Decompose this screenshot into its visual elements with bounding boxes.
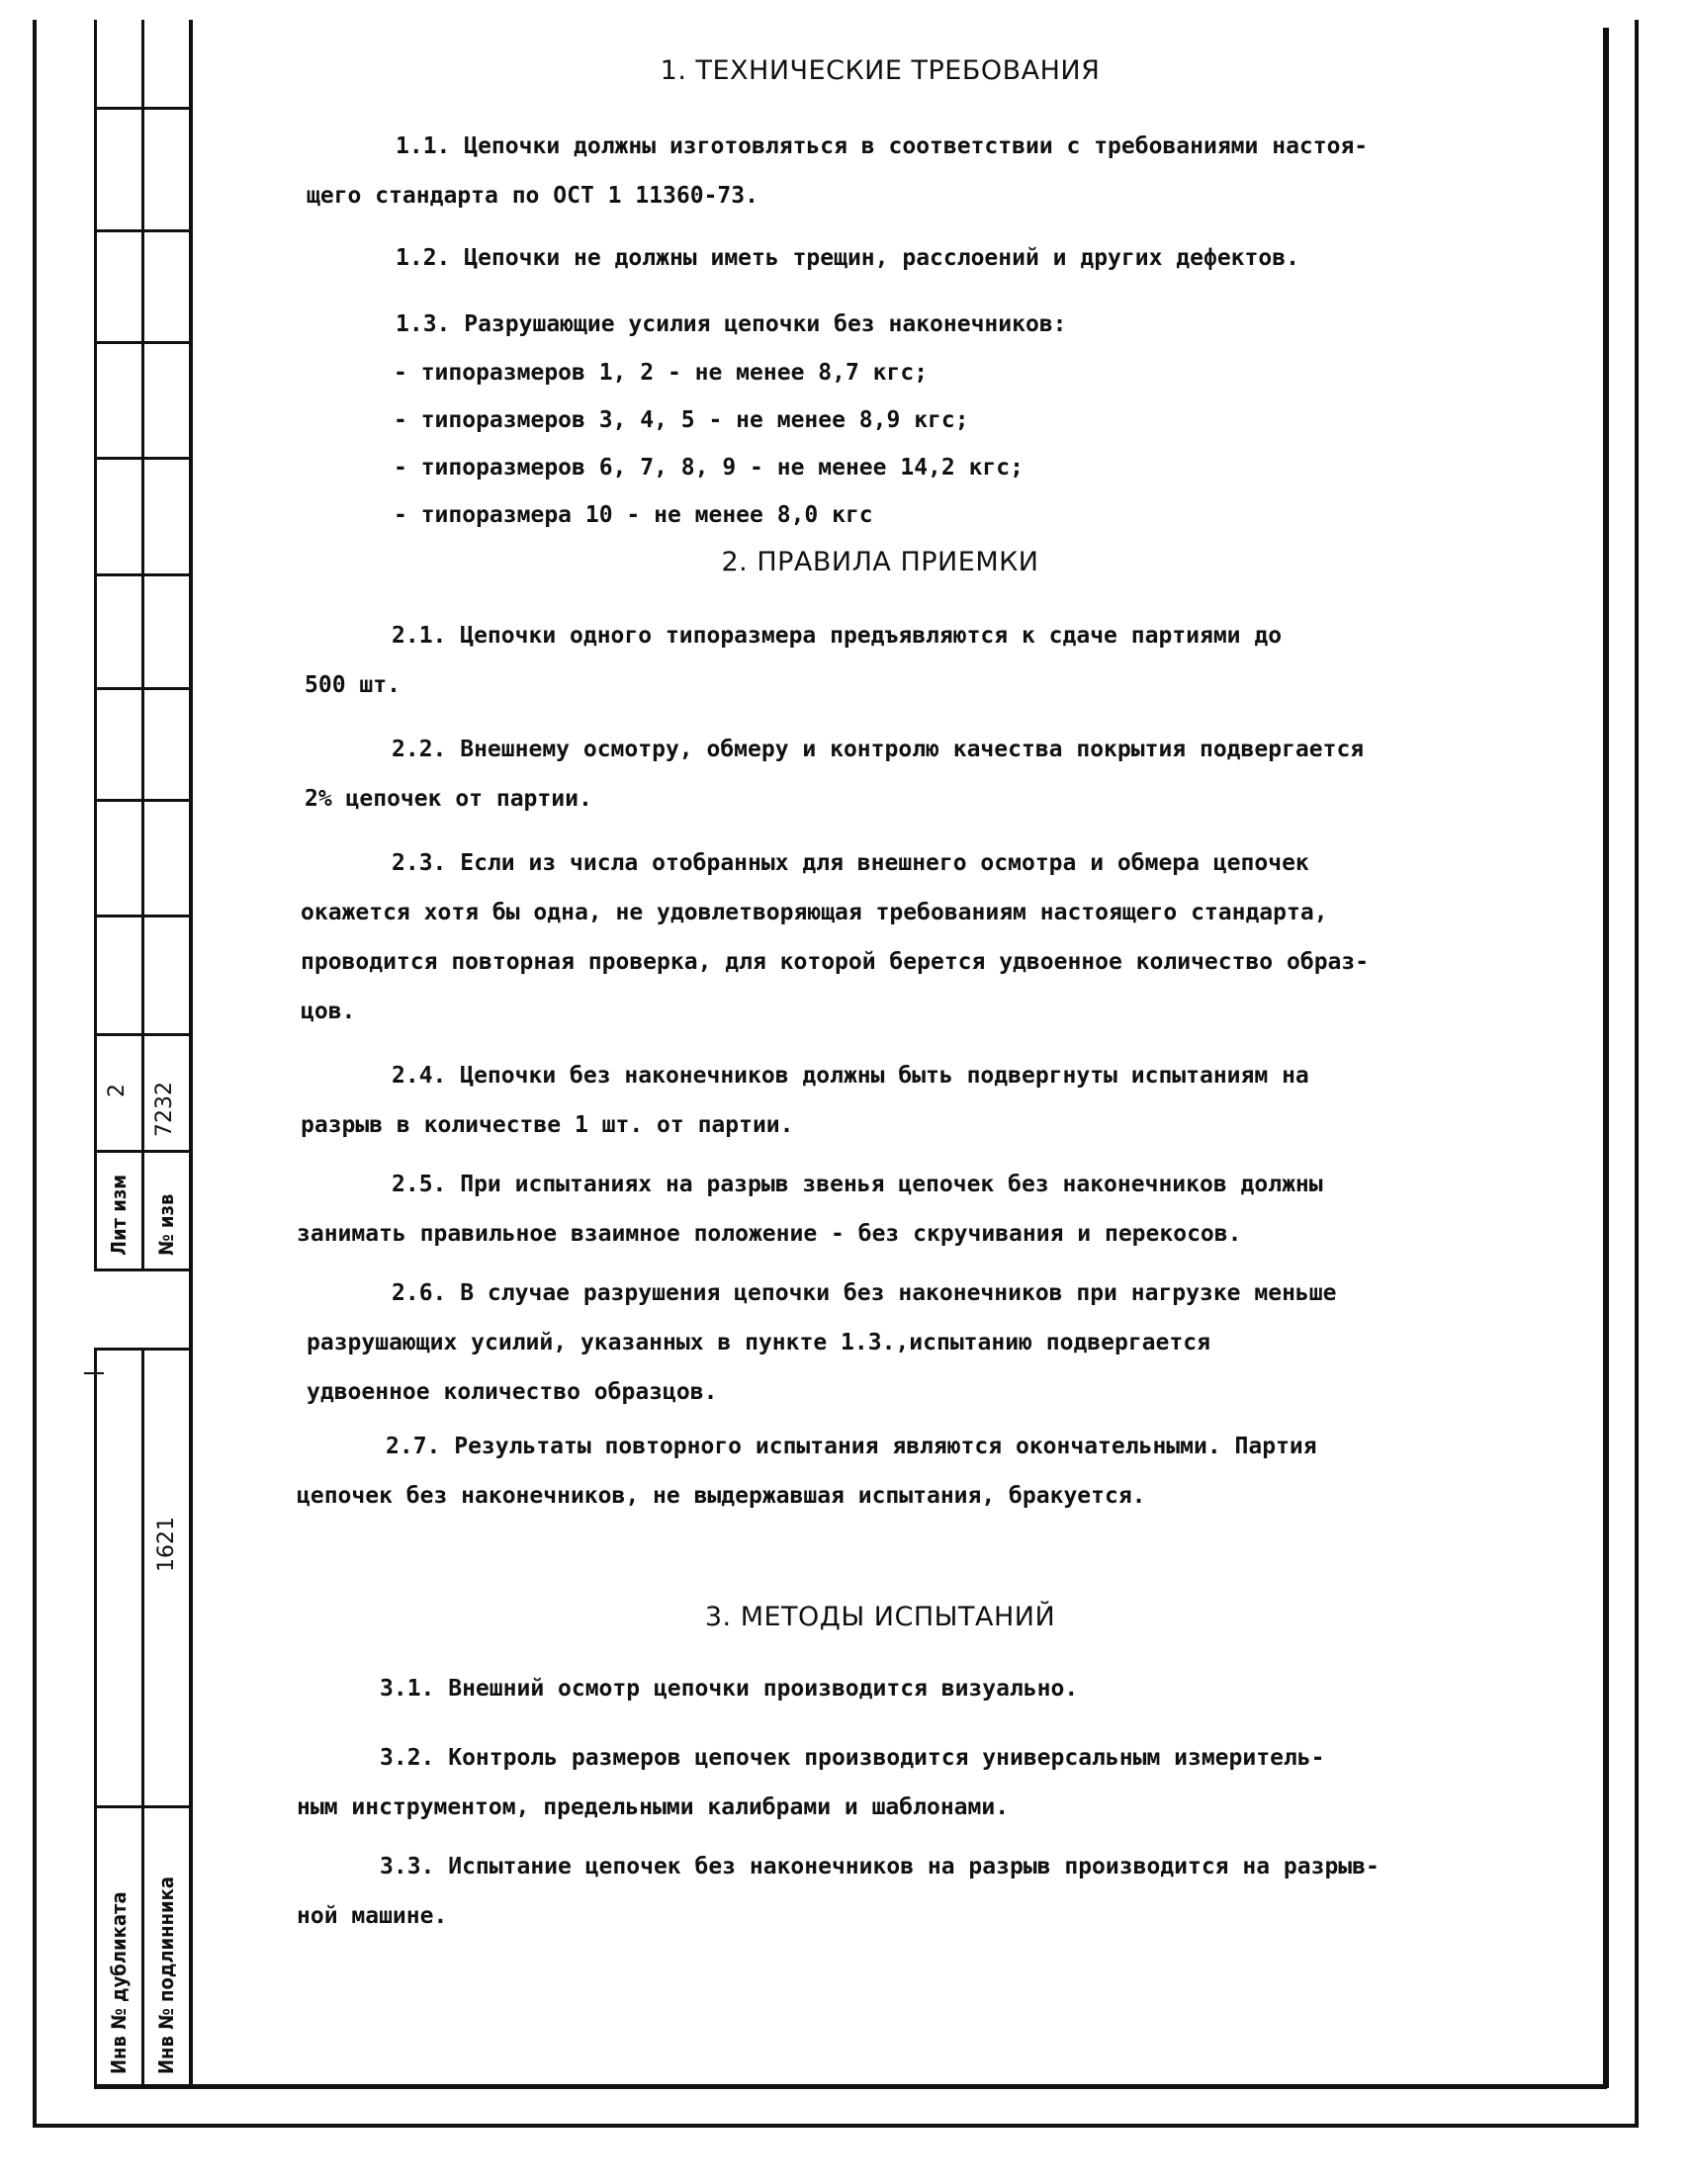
text-line: 2.5. При испытаниях на разрыв звенья цепочек без наконечников должны	[392, 1172, 1323, 1197]
text-line: проводится повторная проверка, для которой берется удвоенное количество образ-	[301, 949, 1370, 975]
frame-inner-left	[189, 20, 193, 2088]
stamp-inv-podlinnika-value: 1621	[154, 1517, 179, 1572]
frame-outer-left	[33, 20, 37, 2128]
clause-2-2	[297, 725, 1523, 824]
clause-2-3	[297, 838, 1523, 1036]
text-line: - типоразмера 10 - не менее 8,0 кгс	[394, 502, 873, 528]
text-line: занимать правильное взаимное положение - без скручивания и перекосов.	[297, 1221, 1242, 1247]
stamp-no-izv-value: 7232	[152, 1082, 177, 1137]
stamp-lower-line-b	[141, 1348, 144, 2087]
stamp-lit-izm-label: Лит изм	[107, 1174, 131, 1256]
text-line: 2.3. Если из числа отобранных для внешнего осмотра и обмера цепочек	[392, 850, 1309, 876]
stamp-row-line	[94, 799, 191, 802]
stamp-row-line	[94, 1033, 191, 1036]
stamp-row-line	[94, 341, 191, 344]
clause-1-2	[297, 233, 1523, 283]
stamp-no-izv-label: № изв	[154, 1193, 178, 1256]
text-line: цов.	[301, 999, 356, 1024]
text-line: 1.2. Цепочки не должны иметь трещин, расслоений и других дефектов.	[396, 245, 1299, 271]
stamp-inv-dublikata-label: Инв № дубликата	[107, 1891, 131, 2074]
clause-2-7	[297, 1422, 1523, 1521]
clause-2-4	[297, 1051, 1523, 1150]
stamp-lower-line-a	[94, 1348, 97, 2087]
section-title: 3. МЕТОДЫ ИСПЫТАНИЙ	[704, 1602, 1056, 1632]
stamp-lit-izm-value: 2	[105, 1084, 130, 1097]
stamp-column-line-a	[94, 20, 97, 1270]
text-line: цепочек без наконечников, не выдержавшая испытания, бракуется.	[297, 1483, 1146, 1509]
text-line: 2.1. Цепочки одного типоразмера предъявляются к сдаче партиями до	[392, 623, 1283, 649]
text-line: 2.6. В случае разрушения цепочки без наконечников при нагрузке меньше	[392, 1280, 1337, 1306]
clause-1-1	[297, 122, 1523, 220]
text-line: 1.1. Цепочки должны изготовляться в соответствии с требованиями настоя-	[396, 133, 1369, 159]
text-line: ным инструментом, предельными калибрами и шаблонами.	[297, 1794, 1010, 1820]
text-line: 3.2. Контроль размеров цепочек производится универсальным измеритель-	[380, 1745, 1325, 1771]
stamp-inv-podlinnika-label: Инв № подлинника	[154, 1877, 178, 2074]
stamp-row-line	[94, 229, 191, 232]
stamp-row-line	[94, 1805, 191, 1808]
clause-3-3	[297, 1842, 1523, 1941]
text-line: 1.3. Разрушающие усилия цепочки без наконечников:	[396, 311, 1067, 337]
stamp-row-line	[94, 1268, 191, 1271]
stamp-row-line	[94, 915, 191, 917]
text-line: 2.2. Внешнему осмотру, обмеру и контролю качества покрытия подвергается	[392, 737, 1365, 762]
section-title: 2. ПРАВИЛА ПРИЕМКИ	[721, 547, 1039, 577]
text-line: - типоразмеров 1, 2 - не менее 8,7 кгс;	[394, 360, 929, 386]
clause-2-6	[297, 1268, 1523, 1417]
text-line: 2.7. Результаты повторного испытания являются окончательными. Партия	[386, 1434, 1317, 1459]
text-line: разрыв в количестве 1 шт. от партии.	[301, 1112, 794, 1138]
clause-3-1	[297, 1664, 1523, 1713]
stamp-column-line-b	[141, 20, 144, 1270]
text-line: окажется хотя бы одна, не удовлетворяющая требованиям настоящего стандарта,	[301, 900, 1328, 925]
clause-3-2	[297, 1733, 1523, 1832]
text-line: разрушающих усилий, указанных в пункте 1.3.,испытанию подвергается	[307, 1330, 1210, 1355]
clause-2-1	[297, 611, 1523, 710]
stamp-row-line	[94, 457, 191, 460]
stamp-row-line	[94, 687, 191, 690]
text-line: 500 шт.	[305, 672, 401, 698]
stamp-row-line	[94, 1150, 191, 1153]
stamp-row-line	[94, 107, 191, 110]
stamp-row-line	[94, 573, 191, 576]
frame-outer-bottom	[33, 2124, 1639, 2128]
text-line: щего стандарта по ОСТ 1 11360-73.	[307, 183, 758, 209]
section-title: 1. ТЕХНИЧЕСКИЕ ТРЕБОВАНИЯ	[660, 55, 1101, 86]
clause-1-3	[297, 300, 1523, 539]
clause-2-5	[297, 1160, 1523, 1259]
text-line: 2% цепочек от партии.	[305, 786, 592, 812]
text-line: - типоразмеров 6, 7, 8, 9 - не менее 14,2 кгс;	[394, 455, 1024, 480]
text-line: удвоенное количество образцов.	[307, 1379, 718, 1405]
text-line: - типоразмеров 3, 4, 5 - не менее 8,9 кгс;	[394, 407, 969, 433]
frame-inner-bottom	[94, 2084, 1607, 2089]
text-line: 2.4. Цепочки без наконечников должны быть подвергнуты испытаниям на	[392, 1063, 1309, 1089]
text-line: 3.1. Внешний осмотр цепочки производится визуально.	[380, 1676, 1079, 1702]
frame-inner-right	[1603, 28, 1609, 2088]
text-line: ной машине.	[297, 1903, 448, 1929]
text-line: 3.3. Испытание цепочек без наконечников на разрыв производится на разрыв-	[380, 1854, 1380, 1879]
frame-outer-right	[1635, 20, 1639, 2128]
